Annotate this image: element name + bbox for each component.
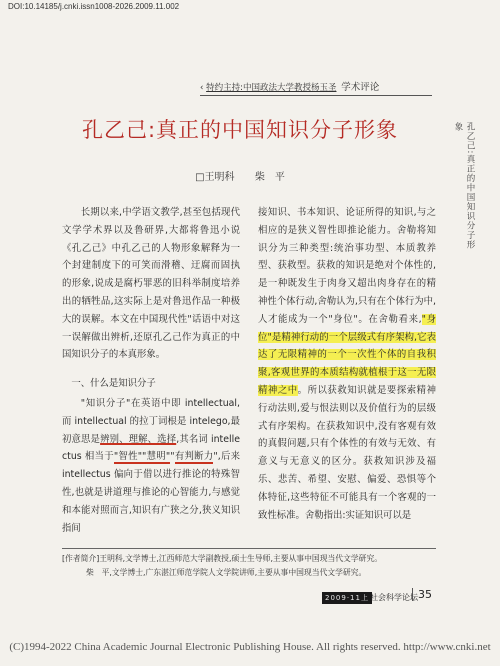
underlined-term: 有判断力 [174, 451, 214, 463]
intro-paragraph: 长期以来,中学语文教学,甚至包括现代文学学术界以及鲁研界,大都将鲁迅小说《孔乙己》中孔乙己的人物形象解释为一个封建制度下的可笑而滑稽、迂腐而固执的形象,说成是腐朽罪恶的旧科举制度培养出的牺牲品,这实际上是对鲁迅作品一种极大的误解。本文在中国现代性"话语中对这一误解做出辨析,还原孔乙己作为真正的中国知识分子的本真形象。 [62, 207, 240, 361]
author-secondary: 柴 平 [254, 172, 285, 183]
page-number: 35 [412, 588, 432, 601]
paragraph-text: ",后来 intellectus 偏向于借以进行推论的特殊智性,也就是讲道理与推论的心智能力,与感觉和本能对照而言,知识有广狭之分,狭义知识指间 [62, 451, 241, 534]
author-primary: □王明科 [195, 172, 235, 183]
author-note-2: 柴 平,文学博士,广东湛江师范学院人文学院讲师,主要从事中国现当代文学研究。 [86, 568, 367, 577]
arrow-icon: ‹ [200, 83, 204, 93]
author-note-1: [作者简介]王明科,文学博士,江西师范大学副教授,硕士生导师,主要从事中国现当代文学研究。 [62, 554, 383, 563]
copyright-line: (C)1994-2022 China Academic Journal Electronic Publishing House. All rights reserved. http://www.cnki.net [9, 641, 491, 653]
article-title: 孔乙己:真正的中国知识分子形象 [81, 118, 399, 142]
section-heading: 一、什么是知识分子 [71, 378, 156, 390]
paragraph-text: " [170, 451, 175, 463]
underlined-term: 辨别、理解、选择 [100, 433, 177, 445]
journal-name: 社会科学论坛 [370, 593, 418, 602]
side-running-title: 孔乙己:真正的中国知识分子形象 [453, 122, 475, 250]
paragraph-text: ,其名词 intellectus 相当于 [62, 433, 240, 463]
paragraph-text: "知识分子"在英语中即 intellectual,而 intellectual 的拉丁词根是 intelego,最初意思是 [62, 397, 240, 445]
author-notes [62, 552, 436, 580]
column-name: 学术评论 [341, 82, 380, 93]
column-host: 特约主持:中国政法大学教授杨玉圣 [206, 83, 337, 93]
paragraph-text: 。所以获救知识就是要探索精神行动法则,爱与恨法则以及价值行为的层级式有序架构。在获救知识中,没有客观有效的真假问题,只有个体性的有效与无效、有意义与无意义的区分。获救知识涉及福乐、悲苦、希望、安慰、偏爱、恐惧等个体特征,这些特征不可能具有一个客观的一致性标准。舍勒指出:实证知识可以是 [258, 384, 436, 521]
underlined-term: "智性""慧明" [113, 451, 171, 463]
doi-line: DOI:10.14185/j.cnki.issn1008-2026.2009.11.002 [8, 2, 180, 11]
column-header [200, 79, 432, 96]
body-column-right [258, 204, 436, 524]
issue-bar: 2009·11上 [322, 592, 372, 604]
footnote-divider [62, 548, 436, 549]
knowledge-paragraph [258, 204, 436, 524]
paragraph-text: 接知识、书本知识、论证所得的知识,与之相应的是狭义智性即推论能力。舍勒将知识分为三种类型:统治事功型、本质教养型、获救型。获救的知识是绝对个体性的,是一种既发生于肉身又超出肉身存在的精神性个体行动,舍勒认为,只有在个体行为中,人才能成为一个"身位"。在舍勒看来, [258, 207, 436, 325]
definition-paragraph [62, 395, 240, 537]
highlighted-passage: "身位"是精神行动的一个层级式有序架构,它表达了无限精神的一个一次性个体的自我积聚,客观世界的本质结构就植根于这一无限精神之中 [258, 313, 436, 396]
author-line [40, 168, 440, 183]
body-column-left [62, 204, 240, 537]
